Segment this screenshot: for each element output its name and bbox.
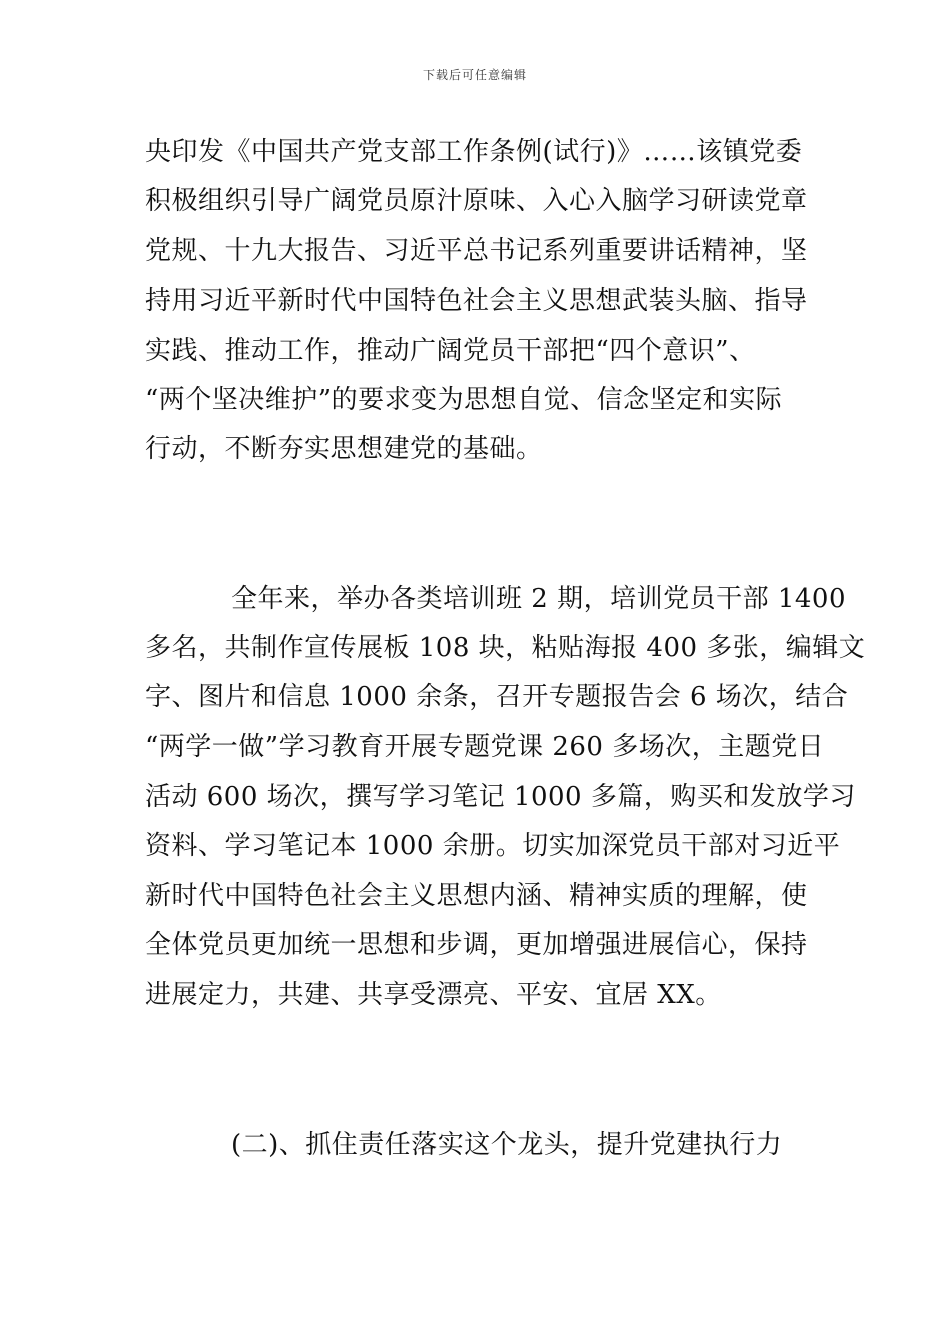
paragraph-line: 新时代中国特色社会主义思想内涵、精神实质的理解，使 (145, 881, 808, 911)
paragraph-line: 全体党员更加统一思想和步调，更加增强进展信心，保持 (145, 930, 808, 960)
paragraph-line: 积极组织引导广阔党员原汁原味、入心入脑学习研读党章 (145, 186, 808, 216)
paragraph-line: “两个坚决维护”的要求变为思想自觉、信念坚定和实际 (145, 385, 783, 415)
paragraph-line: 党规、十九大报告、习近平总书记系列重要讲话精神，坚 (145, 236, 808, 266)
paragraph-line: 活动 600 场次，撰写学习笔记 1000 多篇，购买和发放学习 (145, 782, 856, 812)
paragraph-line: 多名，共制作宣传展板 108 块，粘贴海报 400 多张，编辑文 (145, 633, 866, 663)
paragraph-line: 字、图片和信息 1000 余条，召开专题报告会 6 场次，结合 (145, 682, 849, 712)
paragraph-line: 央印发《中国共产党支部工作条例(试行)》……该镇党委 (145, 137, 803, 167)
paragraph-line: 行动，不断夯实思想建党的基础。 (145, 434, 543, 464)
paragraph-line: 全年来，举办各类培训班 2 期，培训党员干部 1400 (231, 584, 847, 614)
paragraph-line: 实践、推动工作，推动广阔党员干部把“四个意识”、 (145, 336, 756, 366)
paragraph-line: 持用习近平新时代中国特色社会主义思想武装头脑、指导 (145, 286, 808, 316)
paragraph-line: “两学一做”学习教育开展专题党课 260 多场次，主题党日 (145, 732, 825, 762)
page-header: 下载后可任意编辑 (422, 68, 527, 82)
paragraph-line: 进展定力，共建、共享受漂亮、平安、宜居 XX。 (145, 980, 722, 1010)
paragraph-line: 资料、学习笔记本 1000 余册。切实加深党员干部对习近平 (145, 831, 841, 861)
section-heading: (二)、抓住责任落实这个龙头，提升党建执行力 (231, 1130, 783, 1160)
